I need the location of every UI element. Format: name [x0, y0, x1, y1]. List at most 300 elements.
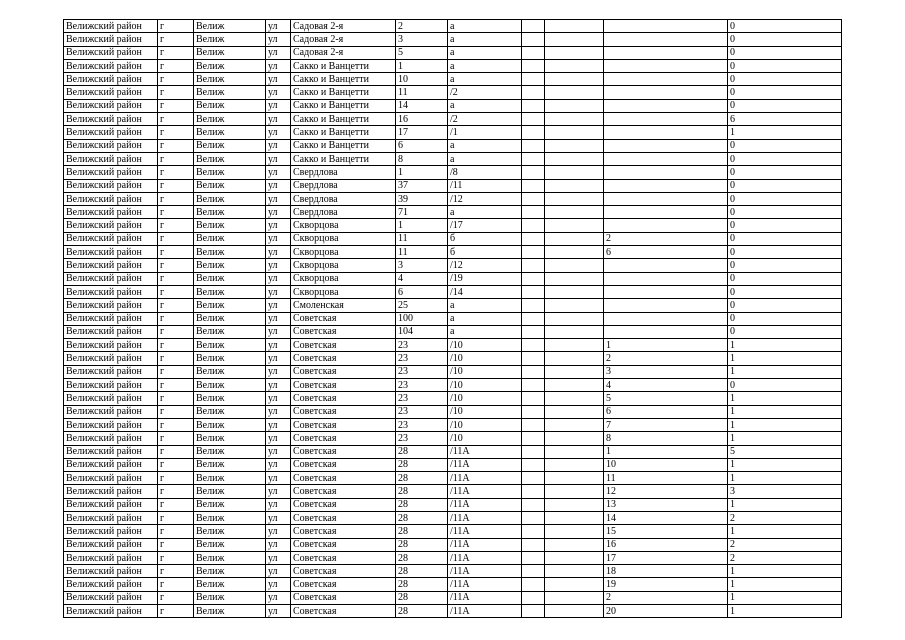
cell-count: 1 — [728, 498, 842, 511]
cell-locality-type: г — [158, 365, 194, 378]
cell-col-9 — [545, 458, 604, 471]
cell-col-8 — [522, 166, 545, 179]
data-table — [63, 19, 842, 618]
cell-apartment: 16 — [604, 538, 728, 551]
cell-col-8 — [522, 365, 545, 378]
cell-apartment: 1 — [604, 445, 728, 458]
cell-col-9 — [545, 73, 604, 86]
cell-building: а — [448, 59, 522, 72]
cell-street: Сакко и Ванцетти — [291, 113, 396, 126]
cell-apartment: 15 — [604, 525, 728, 538]
cell-col-9 — [545, 432, 604, 445]
table-row — [64, 152, 842, 165]
cell-district: Велижский район — [64, 445, 158, 458]
cell-building: а — [448, 152, 522, 165]
cell-district: Велижский район — [64, 392, 158, 405]
cell-col-9 — [545, 219, 604, 232]
cell-col-8 — [522, 339, 545, 352]
cell-col-8 — [522, 325, 545, 338]
cell-district: Велижский район — [64, 605, 158, 618]
cell-col-9 — [545, 99, 604, 112]
cell-district: Велижский район — [64, 33, 158, 46]
cell-street: Сакко и Ванцетти — [291, 73, 396, 86]
cell-count: 0 — [728, 299, 842, 312]
cell-locality-type: г — [158, 20, 194, 33]
table-row — [64, 20, 842, 33]
cell-locality: Велиж — [194, 352, 266, 365]
cell-district: Велижский район — [64, 192, 158, 205]
cell-district: Велижский район — [64, 379, 158, 392]
cell-locality: Велиж — [194, 73, 266, 86]
table-row — [64, 166, 842, 179]
cell-street: Советская — [291, 551, 396, 564]
cell-locality: Велиж — [194, 33, 266, 46]
cell-count: 2 — [728, 511, 842, 524]
cell-street: Советская — [291, 312, 396, 325]
cell-apartment — [604, 113, 728, 126]
cell-district: Велижский район — [64, 152, 158, 165]
cell-locality-type: г — [158, 46, 194, 59]
cell-col-9 — [545, 272, 604, 285]
cell-building: /10 — [448, 352, 522, 365]
cell-street-type: ул — [266, 392, 291, 405]
cell-house-number: 5 — [396, 46, 448, 59]
table-row — [64, 472, 842, 485]
cell-house-number: 23 — [396, 365, 448, 378]
cell-locality: Велиж — [194, 312, 266, 325]
cell-street-type: ул — [266, 445, 291, 458]
cell-count: 1 — [728, 432, 842, 445]
cell-count: 0 — [728, 246, 842, 259]
table-row — [64, 392, 842, 405]
cell-col-8 — [522, 46, 545, 59]
cell-col-9 — [545, 405, 604, 418]
cell-building: /10 — [448, 418, 522, 431]
cell-apartment: 19 — [604, 578, 728, 591]
cell-count: 0 — [728, 272, 842, 285]
cell-district: Велижский район — [64, 113, 158, 126]
cell-apartment — [604, 46, 728, 59]
cell-street-type: ул — [266, 605, 291, 618]
cell-district: Велижский район — [64, 166, 158, 179]
cell-building: /17 — [448, 219, 522, 232]
table-row — [64, 126, 842, 139]
cell-count: 0 — [728, 232, 842, 245]
cell-count: 0 — [728, 312, 842, 325]
cell-street: Советская — [291, 445, 396, 458]
cell-locality: Велиж — [194, 206, 266, 219]
cell-house-number: 100 — [396, 312, 448, 325]
cell-locality: Велиж — [194, 498, 266, 511]
cell-street: Свердлова — [291, 206, 396, 219]
cell-locality-type: г — [158, 192, 194, 205]
cell-district: Велижский район — [64, 511, 158, 524]
cell-district: Велижский район — [64, 591, 158, 604]
cell-count: 0 — [728, 46, 842, 59]
cell-district: Велижский район — [64, 99, 158, 112]
cell-district: Велижский район — [64, 578, 158, 591]
cell-col-9 — [545, 246, 604, 259]
cell-district: Велижский район — [64, 232, 158, 245]
table-row — [64, 33, 842, 46]
cell-locality-type: г — [158, 432, 194, 445]
cell-house-number: 23 — [396, 392, 448, 405]
cell-apartment — [604, 192, 728, 205]
cell-house-number: 28 — [396, 498, 448, 511]
cell-col-8 — [522, 59, 545, 72]
cell-locality-type: г — [158, 485, 194, 498]
cell-locality-type: г — [158, 152, 194, 165]
cell-col-8 — [522, 99, 545, 112]
cell-locality-type: г — [158, 392, 194, 405]
cell-col-9 — [545, 206, 604, 219]
cell-house-number: 6 — [396, 139, 448, 152]
cell-street-type: ул — [266, 206, 291, 219]
cell-street-type: ул — [266, 379, 291, 392]
cell-street: Скворцова — [291, 272, 396, 285]
cell-locality: Велиж — [194, 565, 266, 578]
cell-house-number: 28 — [396, 472, 448, 485]
cell-street-type: ул — [266, 525, 291, 538]
cell-street: Смоленская — [291, 299, 396, 312]
cell-apartment — [604, 20, 728, 33]
cell-locality: Велиж — [194, 525, 266, 538]
cell-apartment — [604, 33, 728, 46]
cell-locality-type: г — [158, 59, 194, 72]
cell-building: б — [448, 246, 522, 259]
cell-count: 1 — [728, 525, 842, 538]
cell-building: /11А — [448, 498, 522, 511]
cell-street-type: ул — [266, 46, 291, 59]
cell-col-8 — [522, 538, 545, 551]
cell-locality: Велиж — [194, 445, 266, 458]
cell-col-8 — [522, 285, 545, 298]
cell-street-type: ул — [266, 59, 291, 72]
table-body — [64, 20, 842, 618]
table-row — [64, 312, 842, 325]
cell-building: /12 — [448, 259, 522, 272]
cell-col-8 — [522, 551, 545, 564]
cell-locality-type: г — [158, 472, 194, 485]
cell-building: /11А — [448, 551, 522, 564]
cell-house-number: 3 — [396, 259, 448, 272]
cell-house-number: 28 — [396, 525, 448, 538]
cell-count: 1 — [728, 352, 842, 365]
cell-locality-type: г — [158, 325, 194, 338]
cell-locality: Велиж — [194, 219, 266, 232]
cell-count: 1 — [728, 472, 842, 485]
cell-locality-type: г — [158, 445, 194, 458]
cell-street: Советская — [291, 458, 396, 471]
cell-building: /11А — [448, 445, 522, 458]
table-row — [64, 405, 842, 418]
cell-street: Советская — [291, 538, 396, 551]
cell-count: 0 — [728, 259, 842, 272]
cell-street-type: ул — [266, 139, 291, 152]
table-row — [64, 299, 842, 312]
cell-street: Советская — [291, 432, 396, 445]
cell-building: /10 — [448, 405, 522, 418]
cell-apartment: 2 — [604, 232, 728, 245]
cell-locality: Велиж — [194, 485, 266, 498]
cell-count: 6 — [728, 113, 842, 126]
cell-street-type: ул — [266, 299, 291, 312]
cell-street: Советская — [291, 392, 396, 405]
cell-count: 0 — [728, 20, 842, 33]
cell-district: Велижский район — [64, 325, 158, 338]
cell-col-9 — [545, 20, 604, 33]
cell-street-type: ул — [266, 538, 291, 551]
cell-building: /10 — [448, 365, 522, 378]
cell-col-8 — [522, 498, 545, 511]
cell-building: б — [448, 232, 522, 245]
cell-locality: Велиж — [194, 259, 266, 272]
cell-locality: Велиж — [194, 325, 266, 338]
cell-col-9 — [545, 166, 604, 179]
cell-locality-type: г — [158, 285, 194, 298]
cell-street: Советская — [291, 525, 396, 538]
cell-locality: Велиж — [194, 418, 266, 431]
cell-street-type: ул — [266, 485, 291, 498]
cell-locality-type: г — [158, 339, 194, 352]
cell-locality: Велиж — [194, 113, 266, 126]
cell-col-8 — [522, 272, 545, 285]
cell-district: Велижский район — [64, 246, 158, 259]
cell-locality: Велиж — [194, 59, 266, 72]
cell-house-number: 1 — [396, 219, 448, 232]
cell-apartment: 3 — [604, 365, 728, 378]
cell-locality-type: г — [158, 551, 194, 564]
cell-col-8 — [522, 591, 545, 604]
cell-apartment — [604, 166, 728, 179]
cell-district: Велижский район — [64, 312, 158, 325]
cell-locality: Велиж — [194, 192, 266, 205]
cell-building: /11А — [448, 525, 522, 538]
cell-street-type: ул — [266, 365, 291, 378]
cell-col-9 — [545, 285, 604, 298]
cell-house-number: 28 — [396, 445, 448, 458]
cell-district: Велижский район — [64, 179, 158, 192]
cell-street: Свердлова — [291, 179, 396, 192]
cell-locality-type: г — [158, 126, 194, 139]
cell-apartment — [604, 99, 728, 112]
cell-house-number: 23 — [396, 352, 448, 365]
cell-street: Советская — [291, 472, 396, 485]
cell-building: /14 — [448, 285, 522, 298]
cell-district: Велижский район — [64, 339, 158, 352]
cell-col-9 — [545, 86, 604, 99]
cell-street: Советская — [291, 325, 396, 338]
cell-district: Велижский район — [64, 418, 158, 431]
cell-count: 0 — [728, 33, 842, 46]
cell-locality: Велиж — [194, 551, 266, 564]
cell-district: Велижский район — [64, 299, 158, 312]
cell-col-9 — [545, 565, 604, 578]
cell-apartment — [604, 152, 728, 165]
table-row — [64, 246, 842, 259]
cell-building: /11А — [448, 538, 522, 551]
cell-street: Сакко и Ванцетти — [291, 139, 396, 152]
cell-count: 0 — [728, 285, 842, 298]
cell-street: Садовая 2-я — [291, 20, 396, 33]
cell-locality-type: г — [158, 605, 194, 618]
cell-locality: Велиж — [194, 379, 266, 392]
cell-col-9 — [545, 152, 604, 165]
table-row — [64, 179, 842, 192]
cell-building: а — [448, 99, 522, 112]
cell-col-9 — [545, 578, 604, 591]
cell-count: 0 — [728, 206, 842, 219]
cell-building: /10 — [448, 379, 522, 392]
cell-building: /2 — [448, 113, 522, 126]
cell-col-9 — [545, 605, 604, 618]
cell-col-8 — [522, 379, 545, 392]
cell-house-number: 17 — [396, 126, 448, 139]
table-row — [64, 379, 842, 392]
cell-count: 1 — [728, 605, 842, 618]
cell-col-9 — [545, 551, 604, 564]
cell-street: Садовая 2-я — [291, 46, 396, 59]
cell-building: /19 — [448, 272, 522, 285]
cell-street: Советская — [291, 498, 396, 511]
table-row — [64, 285, 842, 298]
cell-district: Велижский район — [64, 59, 158, 72]
cell-count: 0 — [728, 152, 842, 165]
cell-district: Велижский район — [64, 525, 158, 538]
cell-building: а — [448, 139, 522, 152]
cell-street-type: ул — [266, 166, 291, 179]
cell-apartment: 17 — [604, 551, 728, 564]
cell-col-8 — [522, 86, 545, 99]
cell-street-type: ул — [266, 339, 291, 352]
cell-apartment: 5 — [604, 392, 728, 405]
cell-house-number: 28 — [396, 605, 448, 618]
cell-street-type: ул — [266, 20, 291, 33]
table-row — [64, 445, 842, 458]
cell-col-8 — [522, 605, 545, 618]
cell-col-9 — [545, 392, 604, 405]
cell-street: Советская — [291, 511, 396, 524]
cell-count: 5 — [728, 445, 842, 458]
cell-locality-type: г — [158, 113, 194, 126]
cell-house-number: 2 — [396, 20, 448, 33]
cell-street-type: ул — [266, 86, 291, 99]
cell-locality-type: г — [158, 418, 194, 431]
cell-locality-type: г — [158, 379, 194, 392]
cell-col-9 — [545, 485, 604, 498]
cell-locality: Велиж — [194, 392, 266, 405]
cell-col-8 — [522, 418, 545, 431]
cell-locality: Велиж — [194, 46, 266, 59]
cell-district: Велижский район — [64, 73, 158, 86]
cell-street-type: ул — [266, 179, 291, 192]
cell-col-9 — [545, 511, 604, 524]
cell-col-8 — [522, 525, 545, 538]
cell-apartment: 10 — [604, 458, 728, 471]
cell-district: Велижский район — [64, 485, 158, 498]
cell-building: /11А — [448, 605, 522, 618]
cell-street: Скворцова — [291, 259, 396, 272]
cell-house-number: 37 — [396, 179, 448, 192]
cell-district: Велижский район — [64, 126, 158, 139]
cell-locality: Велиж — [194, 511, 266, 524]
cell-apartment — [604, 259, 728, 272]
cell-street-type: ул — [266, 219, 291, 232]
cell-col-9 — [545, 498, 604, 511]
cell-street: Советская — [291, 405, 396, 418]
cell-locality: Велиж — [194, 432, 266, 445]
cell-house-number: 1 — [396, 166, 448, 179]
cell-col-8 — [522, 113, 545, 126]
cell-street: Советская — [291, 591, 396, 604]
cell-locality: Велиж — [194, 472, 266, 485]
cell-locality-type: г — [158, 525, 194, 538]
cell-locality: Велиж — [194, 126, 266, 139]
cell-street: Советская — [291, 418, 396, 431]
cell-apartment: 2 — [604, 352, 728, 365]
table-row — [64, 59, 842, 72]
cell-count: 1 — [728, 339, 842, 352]
cell-col-9 — [545, 59, 604, 72]
cell-col-8 — [522, 299, 545, 312]
cell-street: Сакко и Ванцетти — [291, 126, 396, 139]
cell-col-9 — [545, 339, 604, 352]
cell-apartment: 4 — [604, 379, 728, 392]
table-row — [64, 99, 842, 112]
cell-apartment: 20 — [604, 605, 728, 618]
cell-count: 1 — [728, 578, 842, 591]
cell-locality-type: г — [158, 219, 194, 232]
cell-house-number: 16 — [396, 113, 448, 126]
cell-col-8 — [522, 259, 545, 272]
cell-count: 1 — [728, 418, 842, 431]
cell-locality: Велиж — [194, 299, 266, 312]
cell-district: Велижский район — [64, 565, 158, 578]
cell-col-8 — [522, 392, 545, 405]
cell-col-8 — [522, 578, 545, 591]
cell-house-number: 28 — [396, 458, 448, 471]
cell-building: /11А — [448, 591, 522, 604]
cell-street-type: ул — [266, 472, 291, 485]
cell-count: 1 — [728, 405, 842, 418]
cell-count: 0 — [728, 139, 842, 152]
cell-locality-type: г — [158, 591, 194, 604]
cell-district: Велижский район — [64, 538, 158, 551]
cell-locality: Велиж — [194, 179, 266, 192]
cell-house-number: 28 — [396, 538, 448, 551]
cell-house-number: 39 — [396, 192, 448, 205]
cell-house-number: 6 — [396, 285, 448, 298]
cell-count: 1 — [728, 458, 842, 471]
cell-street-type: ул — [266, 113, 291, 126]
cell-apartment: 7 — [604, 418, 728, 431]
cell-street-type: ул — [266, 232, 291, 245]
cell-house-number: 28 — [396, 591, 448, 604]
table-row — [64, 418, 842, 431]
table-row — [64, 538, 842, 551]
cell-count: 1 — [728, 126, 842, 139]
cell-house-number: 23 — [396, 405, 448, 418]
cell-house-number: 8 — [396, 152, 448, 165]
cell-building: а — [448, 325, 522, 338]
cell-apartment — [604, 272, 728, 285]
cell-col-8 — [522, 511, 545, 524]
cell-col-9 — [545, 192, 604, 205]
cell-locality-type: г — [158, 166, 194, 179]
cell-house-number: 11 — [396, 232, 448, 245]
table-row — [64, 498, 842, 511]
cell-col-8 — [522, 73, 545, 86]
